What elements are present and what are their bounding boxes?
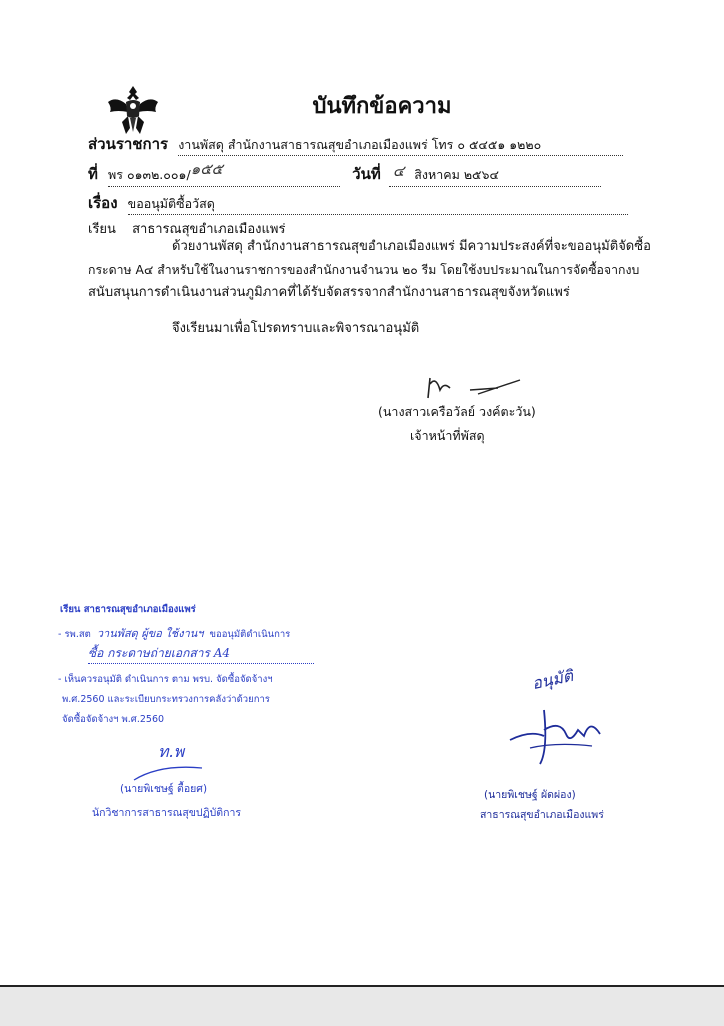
date-value: สิงหาคม ๒๕๖๔ xyxy=(414,167,499,182)
signer2-name: (นายพิเชษฐ์ ผัดผ่อง) xyxy=(484,789,576,801)
agency-value: งานพัสดุ สำนักงานสาธารณสุขอำเภอเมืองแพร่ โทร ๐ ๕๔๕๑ ๑๒๒๐ xyxy=(178,135,623,156)
body-para1-line1: ด้วยงานพัสดุ สำนักงานสาธารณสุขอำเภอเมืองแพร่ มีความประสงค์ที่จะขออนุมัติจัดซื้อ xyxy=(172,239,651,254)
salutation-value: สาธารณสุขอำเภอเมืองแพร่ xyxy=(132,222,286,237)
stamp-line6: จัดซื้อจัดจ้างฯ พ.ศ.2560 xyxy=(62,714,165,725)
stamp-line2-handwritten: วานพัสดุ ผู้ขอ ใช้งานฯ xyxy=(96,627,204,640)
date-day-handwritten: ๔ xyxy=(392,162,405,180)
body-para1-line3: สนับสนุนการดำเนินงานส่วนภูมิภาคที่ได้รับจัดสรรจากสำนักงานสาธารณสุขจังหวัดแพร่ xyxy=(88,285,570,300)
agency-row xyxy=(88,132,648,156)
ref-label: ที่ xyxy=(88,165,98,183)
stamp-line2-tail: ขออนุมัติดำเนินการ xyxy=(209,629,291,640)
stamp-initials-handwritten: ท.พ xyxy=(158,742,185,761)
agency-label: ส่วนราชการ xyxy=(88,135,169,153)
stamp-position: นักวิชาการสาธารณสุขปฏิบัติการ xyxy=(92,807,242,819)
body-para1-line2: กระดาษ A๔ สำหรับใช้ในงานราชการของสำนักงานจำนวน ๒๐ รีม โดยใช้งบประมาณในการจัดซื้อจากงบ xyxy=(88,263,640,277)
subject-label: เรื่อง xyxy=(88,194,118,212)
subject-value: ขออนุมัติซื้อวัสดุ xyxy=(128,194,628,215)
signer1-position: เจ้าหน้าที่พัสดุ xyxy=(410,428,485,443)
scan-bottom-border xyxy=(0,985,724,1026)
date-field xyxy=(389,162,601,187)
salutation-label: เรียน xyxy=(88,222,116,237)
ref-value: พร ๐๑๓๒.๐๐๑/ xyxy=(108,167,191,182)
stamp-line2 xyxy=(58,624,316,642)
memo-title: บันทึกข้อความ xyxy=(312,94,452,119)
stamp-name: (นายพิเชษฐ์ ตื้อยศ) xyxy=(120,783,208,795)
ref-field xyxy=(108,162,340,187)
stamp-line4: - เห็นควรอนุมัติ ดำเนินการ ตาม พรบ. จัดซื้อจัดจ้างฯ xyxy=(58,674,273,685)
signer1-name: (นางสาวเครือวัลย์ วงค์ตะวัน) xyxy=(378,404,536,419)
signer2-position: สาธารณสุขอำเภอเมืองแพร่ xyxy=(480,809,604,821)
signature-1 xyxy=(420,372,530,402)
subject-row xyxy=(88,191,648,215)
body-para2: จึงเรียนมาเพื่อโปรดทราบและพิจารณาอนุมัติ xyxy=(172,321,420,336)
ref-handwritten: ๑๕๕ xyxy=(190,160,223,178)
stamp-line5: พ.ศ.2560 และระเบียบกระทรวงการคลังว่าด้วยการ xyxy=(62,694,270,705)
signature-2 xyxy=(500,690,620,770)
stamp-line2-print: - รพ.สต xyxy=(58,629,91,640)
stamp-salutation: เรียน สาธารณสุขอำเภอเมืองแพร่ xyxy=(60,604,196,615)
stamp-line3-handwritten: ซื้อ กระดาษถ่ายเอกสาร A4 xyxy=(88,644,314,664)
approve-handwritten: อนุมัติ xyxy=(530,665,575,694)
date-label: วันที่ xyxy=(352,165,381,183)
ref-date-row xyxy=(88,162,648,187)
